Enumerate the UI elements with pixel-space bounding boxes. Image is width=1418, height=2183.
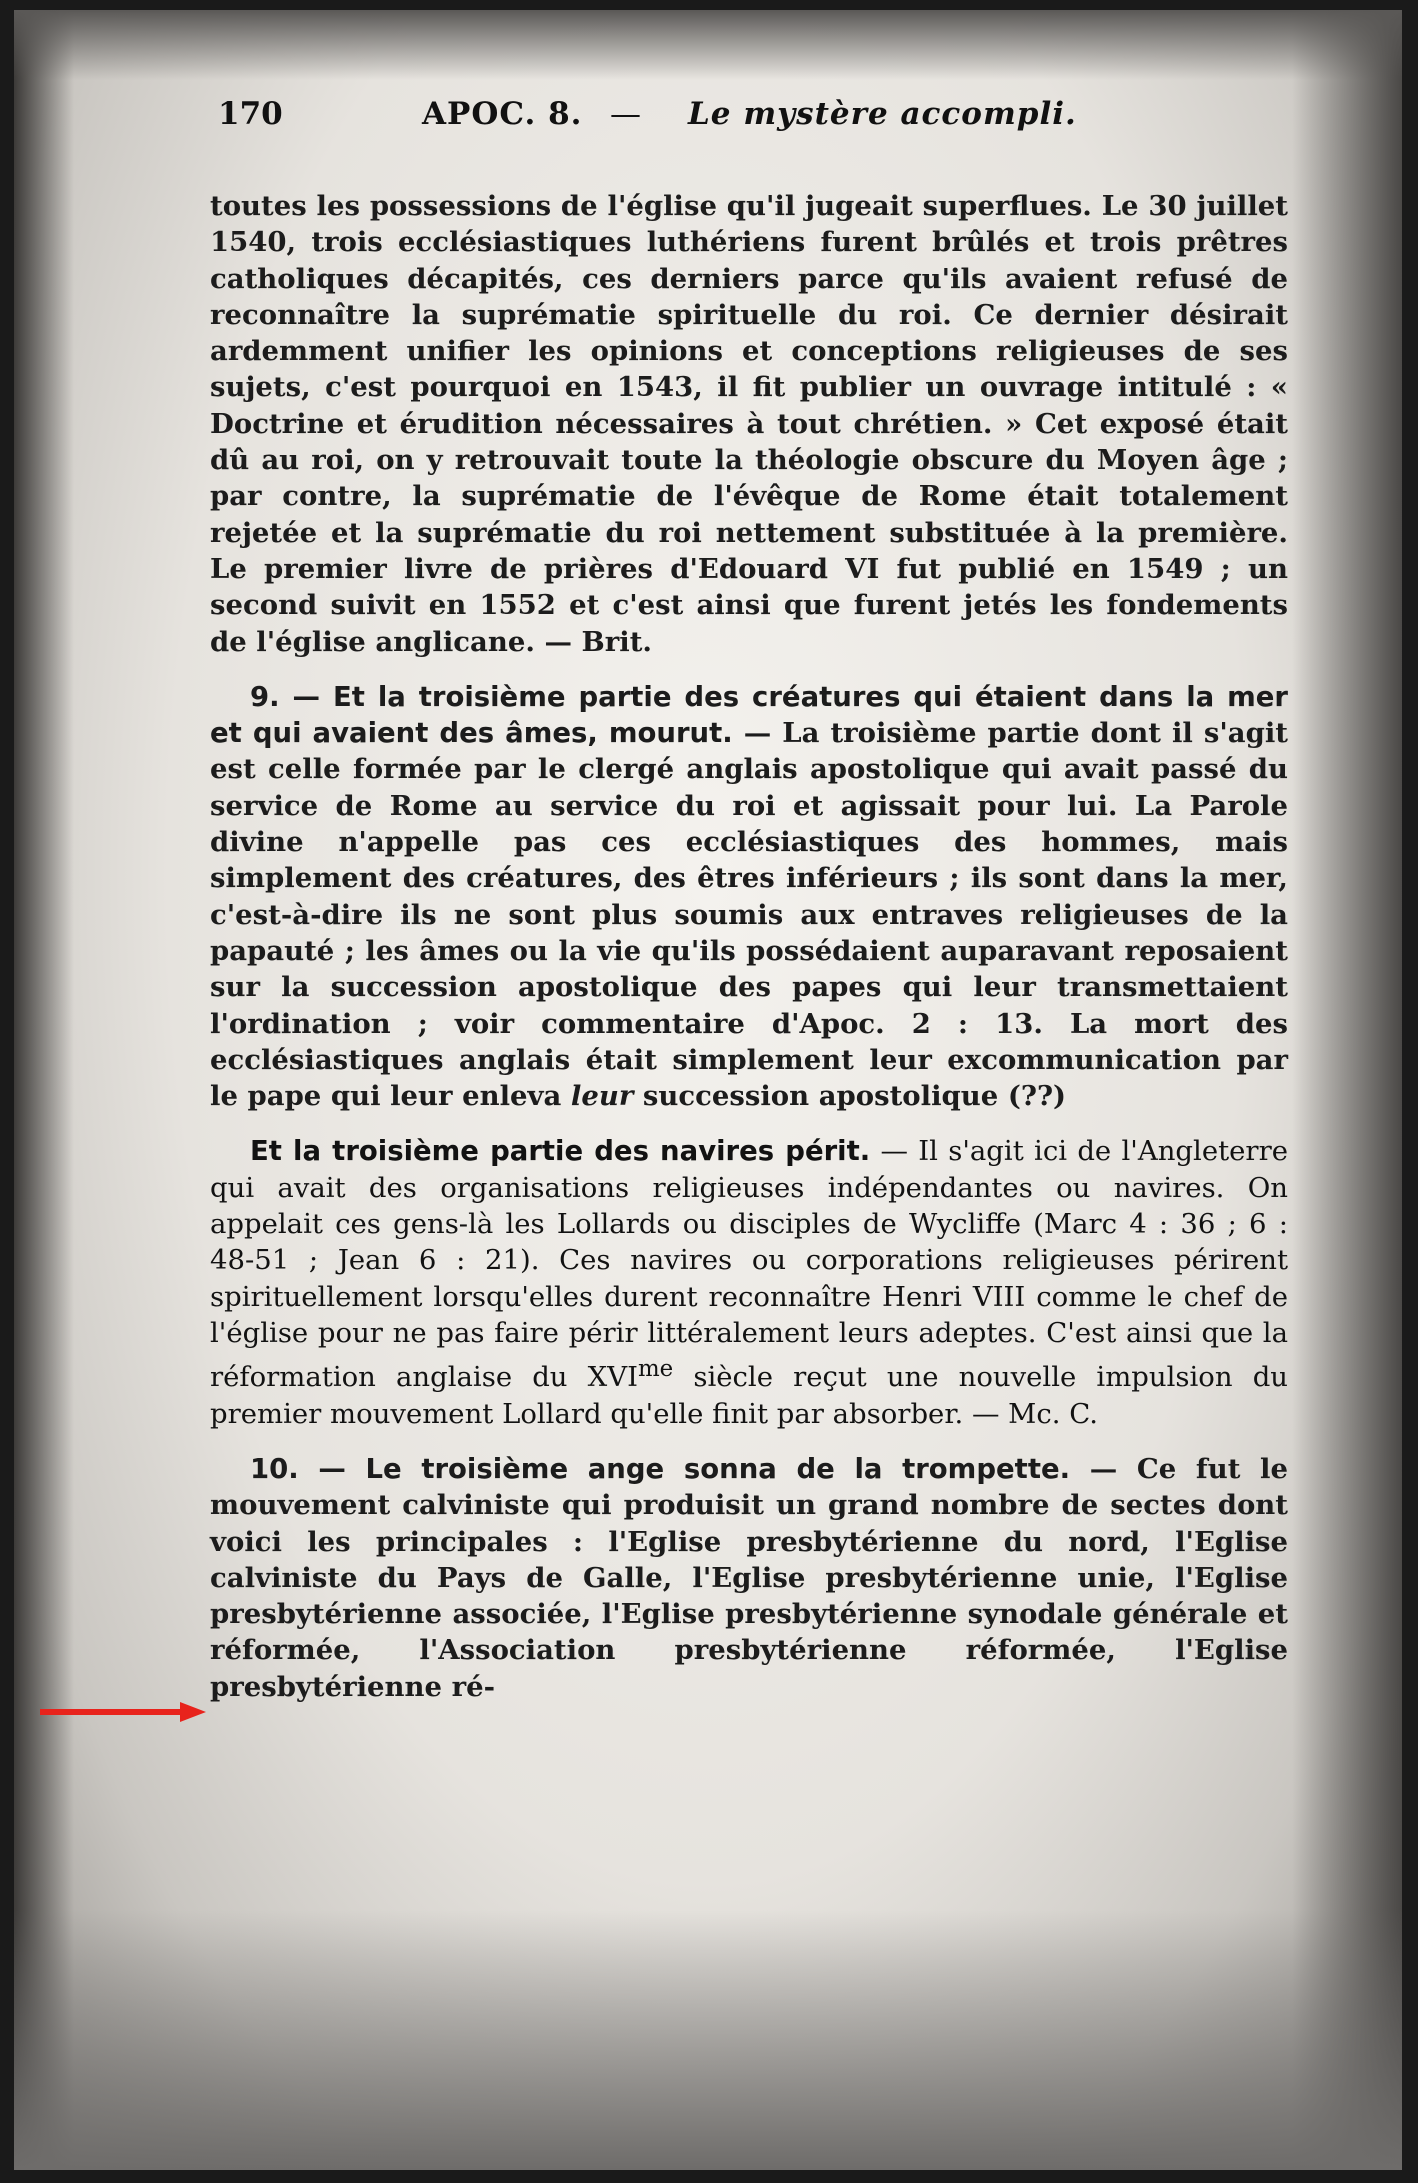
scanned-page xyxy=(14,10,1402,2170)
verse-9-heading: 9. — Et la troisième partie des créatures qui étaient dans la mer et qui avaient des âmes, mourut. xyxy=(210,680,1288,750)
scan-shadow-right xyxy=(1292,10,1402,2170)
paragraph-verse-10 xyxy=(210,1451,1288,1705)
running-header xyxy=(200,96,1100,142)
paragraph-verse-9 xyxy=(210,679,1288,1115)
paragraph-ships xyxy=(210,1133,1288,1432)
header-dash: — xyxy=(610,96,641,132)
verse-9-italic: leur xyxy=(570,1080,634,1113)
ships-body: — Il s'agit ici de l'Angleterre qui avait des organisations religieuses indépendantes ou navires. On appelait ces gens-là les Lollards ou disciples de Wycliffe (Marc 4 : 36 ; 6 : 48-51 ; Jean 6 : 21). Ces navires ou corporations religieuses périrent spirituellement lorsqu'elles durent reconnaître Henri VIII comme le chef de l'église pour ne pas faire périr littéralement leurs adeptes. C'est ainsi que la réformation anglaise du XVI xyxy=(210,1135,1288,1394)
chapter-reference: APOC. 8. xyxy=(422,96,583,132)
verse-9-end: succession apostolique (??) xyxy=(633,1080,1067,1113)
verse-9-body: — La troisième partie dont il s'agit est celle formée par le clergé anglais apostolique qui avait passé du service de Rome au service du roi et agissait pour lui. La Parole divine n'appelle pas ces ecclésiastiques des hommes, mais simplement des créatures, des êtres inférieurs ; ils sont dans la mer, c'est-à-dire ils ne sont plus soumis aux entraves religieuses de la papauté ; les âmes ou la vie qu'ils possédaient auparavant reposaient sur la succession apostolique des papes qui leur transmettaient l'ordination ; voir commentaire d'Apoc. 2 : 13. La mort des ecclésiastiques anglais était simplement leur excommunication par le pape qui leur enleva xyxy=(210,717,1288,1113)
arrow-head xyxy=(180,1702,206,1722)
ships-end: siècle reçut une nouvelle impulsion du premier mouvement Lollard qu'elle finit par absorber. — Mc. C. xyxy=(210,1361,1289,1430)
right-arrow-icon xyxy=(38,1700,208,1724)
page-number: 170 xyxy=(218,96,283,132)
scan-shadow-bottom xyxy=(14,1910,1402,2170)
paragraph-henry-viii: toutes les possessions de l'église qu'il jugeait superflues. Le 30 juillet 1540, trois ecclésiastiques luthériens furent brûlés et trois prêtres catholiques décapités, ces derniers parce qu'ils avaient refusé de reconnaître la suprématie spirituelle du roi. Ce dernier désirait ardemment unifier les opinions et conceptions religieuses de ses sujets, c'est pourquoi en 1543, il fit publier un ouvrage intitulé : « Doctrine et érudition nécessaires à tout chrétien. » Cet exposé était dû au roi, on y retrouvait toute la théologie obscure du Moyen âge ; par contre, la suprématie de l'évêque de Rome était totalement rejetée et la suprématie du roi nettement substituée à la première. Le premier livre de prières d'Edouard VI fut publié en 1549 ; un second suivit en 1552 et c'est ainsi que furent jetés les fondements de l'église anglicane. — Brit. xyxy=(210,190,1288,658)
ships-superscript: me xyxy=(637,1356,674,1383)
scan-shadow-left xyxy=(14,10,74,2170)
scan-shadow-top xyxy=(14,10,1402,80)
running-title: Le mystère accompli. xyxy=(688,96,1077,132)
verse-10-body: — Ce fut le mouvement calviniste qui produisit un grand nombre de sectes dont voici les principales : l'Eglise presbytérienne du nord, l'Eglise calviniste du Pays de Galle, l'Eglise presbytérienne unie, l'Eglise presbytérienne associée, l'Eglise presbytérienne synodale générale et réformée, l'Association presbytérienne réformée, l'Eglise presbytérienne ré- xyxy=(210,1452,1288,1703)
verse-10-heading: 10. — Le troisième ange sonna de la trompette. xyxy=(250,1452,1071,1485)
body-text xyxy=(210,188,1288,1705)
ships-heading: Et la troisième partie des navires périt. xyxy=(250,1135,871,1168)
